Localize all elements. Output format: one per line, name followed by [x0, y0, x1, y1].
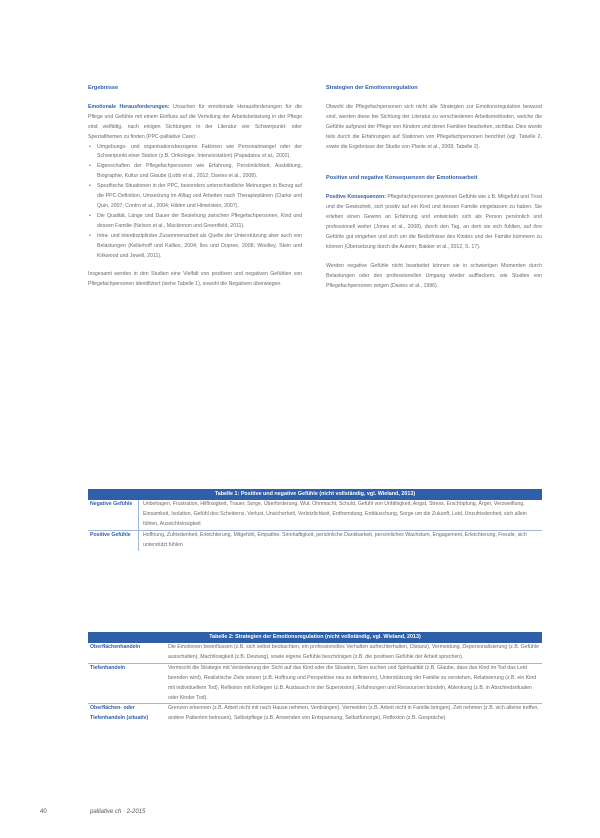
closing-paragraph: Insgesamt werden in den Studien eine Vielfalt von positiven und negativen Gefühlen von Pflegefachpersonen identifiziert (siehe Tabelle 1), sowohl die Negativen überwiegen. [88, 271, 302, 288]
journal-name: palliative ch · 2-2015 [90, 809, 146, 815]
table-caption: Tabelle 2: Strategien der Emotionsregulation (nicht vollständig, vgl. Wieland, 2013) [88, 632, 542, 643]
table-row [88, 500, 542, 531]
table-row [88, 664, 542, 705]
table-strategies [88, 632, 542, 724]
row-text: Unbehagen, Frustration, Hilflosigkeit, Trauer, Sorge, Überforderung, Wut, Ohnmacht, Schuld, Gefühl von Unfähigkeit, Angst, Stress, Erschöpfung, Ärger, Verzweiflung, Einsamkeit, Isolation, Gefühl des Scheiterns, Verlust, Unsicherheit, Verletzlichkeit, Entfremdung, Enttäuschung, Sorge um die Zukunft, Leid, Unzufriedenheit, sich allein fühlen, Aussichtslosigkeit [143, 501, 527, 527]
row-text: Grenzen erkennen (z.B. Arbeit nicht mit nach Hause nehmen, Verdrängen), Vermeiden (z.B. Arbeit nicht in Familie bringen), Zeit nehmen (z.B. sich alleine treffen, andere Patienten betreuen), Selbstpflege (z.B. Anwenden von Entspannung, Selbstfürsorge), Reflexion (z.B. Gespräche). [168, 705, 539, 722]
list-item: • Umgebungs- und organisationsbezogene Faktoren wie Personalmangel oder der Schwerpunkt einer Station (z.B. Onkologie, Intensivstation) (Papadatou et al., 2002). [88, 143, 302, 163]
page-number: 40 [40, 809, 47, 815]
table-caption: Tabelle 1: Positive und negative Gefühle (nicht vollständig, vgl. Wieland, 2013) [88, 489, 542, 500]
list-item: • Intra- und interdisziplinäre Zusammenarbeit als Quelle der Unterstützung aber auch von Belastungen (Kellerhoff und Kallies, 2004; Iles und Dupree, 2008; Woolley, Stein und Kirkwood und Jewell, 2011). [88, 232, 302, 262]
list-item: • Eigenschaften der Pflegefachpersonen wie Erfahrung, Persönlichkeit, Ausbildung, Biographie, Kultur und Glaube (Lobb et al., 2012; Davies et al., 2008). [88, 162, 302, 182]
table-feelings [88, 489, 542, 551]
row-label: Tiefenhandeln [90, 664, 126, 671]
table-row [88, 704, 542, 724]
row-text: Vermischt die Strategie mit Veränderung der Sicht auf das Kind oder die Situation, Sinn suchen und Spiritualität (z.B. Glaube, dass das Kind im Tod das Leid beenden wird), Realistische Ziele setzen (z.B. Hoffnung und Perspektive neu zu definieren), Unterstützung der Familie zu verstehen, Relativierung (z.B. ein Kind mit individuellem Tod), Reflexion mit Kollegen (z.B. Austausch in der Supervision), Erfahrungen und Ressourcen bündeln, Ablenkung (z.B. in Abschiedsritualen oder Kinder Tod). [168, 664, 537, 701]
intro-text: Ursachen für emotionale Herausforderungen für die Pflege und Gefühle mit einem Einfluss auf die Verteilung der Arbeitsbelastung in der Pflege sind vielfältig, nach einigen Sichtungen in der Literatur vier Schwerpunkt- oder Spezialthemen zu finden (PPC-palliative Care): [88, 103, 302, 140]
row-label: Negative Gefühle [88, 500, 139, 530]
negative-feelings-paragraph: Werden negative Gefühle nicht bearbeitet können sie in schwierigen Momenten durch Belastungen oder den professionellen Umgang wieder aufflackern, wie Studien von Pflegefachpersonen zeigen (Davies et al., 1996). [326, 262, 542, 289]
right-column [326, 84, 542, 292]
consequences-text: Pflegefachpersonen gewinnen Gefühle wie z.B. Mitgefühl und Trost und die Gewissheit, sich positiv auf ein Kind und dessen Familie eingelassen zu haben. Sie erleben einen Gewinn an Erfahrung und entwickeln sich als Person persönlich und professionell weiter (Jones et al., 2008), durch den Tag, an dem sie sich fühlten, auf ihre Gefühle gut eingehen und sich um die Bedürfnisse des Kindes und der Familie kümmern zu können (Übersetzung durch die Autorin; Bakker et al., 2012, S. 17). [326, 194, 542, 250]
section-heading-consequences: Positive und negative Konsequenzen der Emotionsarbeit [326, 175, 478, 182]
row-text: Hoffnung, Zufriedenheit, Erleichterung, Mitgefühl, Empathie, Sinnhaftigkeit, persönliche Dankbarkeit, persönliches Wachstum, Engagement, Erleichterung, Freude, sich unterstützt fühlen [143, 531, 527, 548]
row-text: Die Emotionen beeinflussen (z.B. sich selbst beobachten, ein professionelles Verhalten aufrechterhalten, Distanz), Vermeidung, Depersonalisierung (z.B. Gefühle ausschalten), Machtlosigkeit (z.B. Deutung), sowie eigene Gefühle beschönigen (z.B. die positiven Gefühle der Arbeit sprechen). [168, 644, 539, 660]
page-footer [40, 809, 560, 821]
lead-emotional-challenges: Emotionale Herausforderungen: [88, 103, 170, 110]
table-row [88, 531, 542, 551]
lead-positive-consequences: Positive Konsequenzen: [326, 194, 386, 201]
consequences-paragraph [326, 193, 542, 252]
left-column [88, 84, 302, 290]
section-heading-results: Ergebnisse [88, 85, 119, 91]
table-row [88, 643, 542, 664]
strategies-paragraph: Obwohl die Pflegefachpersonen sich nicht alle Strategien zur Emotionsregulation bewusst sind, werden diese bei Sichtung der Literatur zu verschiedenen Arbeitsmethoden, welche die Gefühle aufgrund der Pflege von Kindern und deren Familien bearbeiten, sichtbar. Dies wurde teils durch die Erfahrungen auf Stationen von Pflegefachpersonen berichtet (vgl. Tabelle 2, sowie die Ergebnisse der Studie von Plante et al., 2008; Tabelle 2). [326, 103, 542, 150]
row-label: Positive Gefühle [88, 531, 139, 551]
row-label: Oberflächenhandeln [90, 644, 141, 650]
row-label: Oberflächen- oder Tiefenhandeln (situativ) [90, 705, 149, 722]
list-item: • Spezifische Situationen in der PPC, besonders unterschiedliche Meinungen in Bezug auf die PPC-Definition, Umsetzung im Alltag und Arbeiten nach Therapieplänen (Clarke und Quin, 2007; Contro et al., 2004; Hilden und Himelstein, 2007). [88, 182, 302, 212]
list-item: • Die Qualität, Länge und Dauer der Beziehung zwischen Pflegefachpersonen, Kind und dessen Familie (Nelson et al., Mackinnon und Greenfield, 2011). [88, 212, 302, 232]
intro-paragraph [88, 103, 302, 143]
challenge-list [88, 143, 302, 262]
section-heading-strategies: Strategien der Emotionsregulation [326, 85, 418, 91]
